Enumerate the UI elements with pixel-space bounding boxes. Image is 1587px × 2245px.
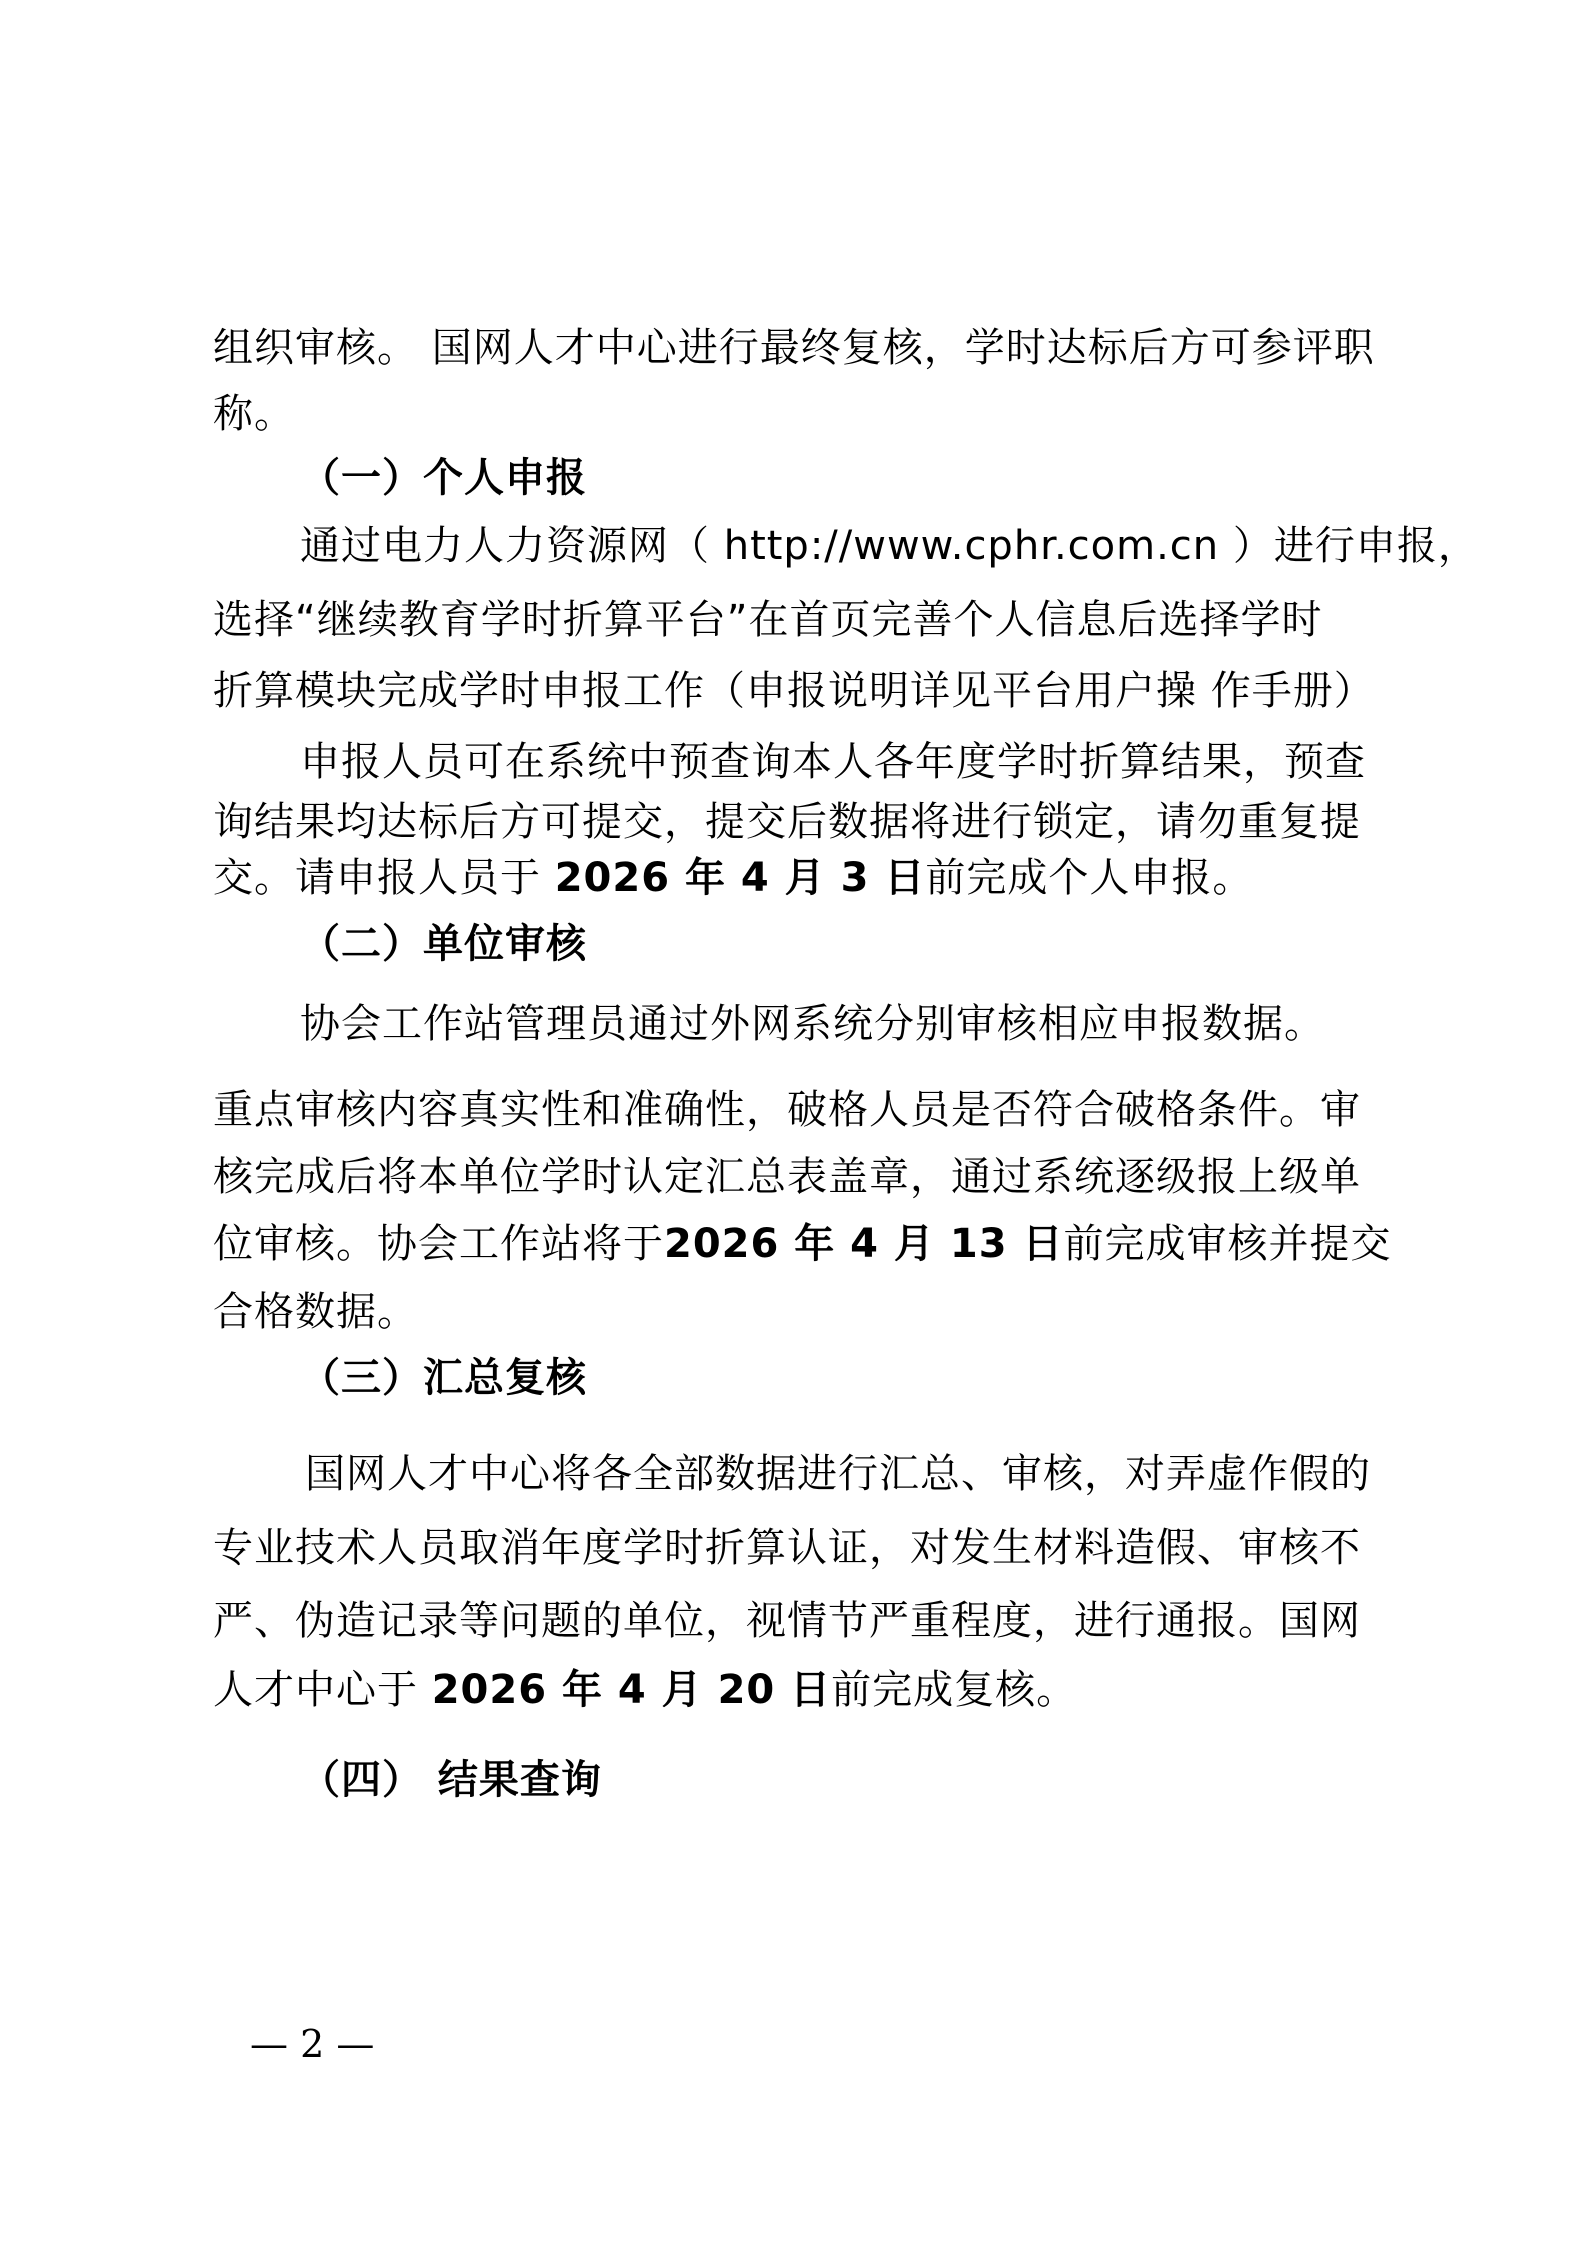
section3-heading: （三）汇总复核 — [300, 1355, 587, 1401]
section1-heading: （一）个人申报 — [300, 455, 587, 501]
section3-p1-line4-start: 人才中心于 — [213, 1667, 432, 1713]
section1-p2-line2: 询结果均达标后方可提交，提交后数据将进行锁定，请勿重复提 — [213, 799, 1361, 845]
section1-p2-line3-end: 前完成个人申报。 — [925, 855, 1254, 901]
section3-p1-line4 — [213, 1664, 1077, 1716]
section2-p1-line4-start: 位审核。协会工作站将于 — [213, 1221, 664, 1267]
section3-p1-line1: 国网人才中心将各全部数据进行汇总、审核，对弄虚作假的 — [305, 1451, 1371, 1497]
section2-p1-line3: 核完成后将本单位学时认定汇总表盖章，通过系统逐级报上级单 — [213, 1154, 1361, 1200]
para0-line1: 组织审核。 国网人才中心进行最终复核，学时达标后方可参评职 — [213, 325, 1375, 371]
section1-p1-line1: 通过电力人力资源网（ http://www.cphr.com.cn ）进行申报， — [300, 523, 1479, 569]
section3-p1-line2: 专业技术人员取消年度学时折算认证，对发生材料造假、审核不 — [213, 1525, 1361, 1571]
section2-p1-line1: 协会工作站管理员通过外网系统分别审核相应申报数据。 — [300, 1001, 1325, 1047]
section3-p1-line3: 严、伪造记录等问题的单位，视情节严重程度，进行通报。国网 — [213, 1598, 1361, 1644]
page-number: — 2 — — [250, 2022, 375, 2066]
section4-heading: （四） 结果查询 — [300, 1757, 602, 1803]
deadline-date-2: 2026 年 4 月 13 日 — [664, 1221, 1064, 1267]
section1-p1-line2: 选择“继续教育学时折算平台”在首页完善个人信息后选择学时 — [213, 597, 1323, 643]
section1-p2-line3-start: 交。请申报人员于 — [213, 855, 555, 901]
section2-p1-line5: 合格数据。 — [213, 1289, 418, 1335]
section3-p1-line4-end: 前完成复核。 — [831, 1667, 1078, 1713]
section2-heading: （二）单位审核 — [300, 921, 587, 967]
section1-p2-line3 — [213, 852, 1253, 904]
section2-p1-line4-end: 前完成审核并提交 — [1063, 1221, 1392, 1267]
deadline-date-3: 2026 年 4 月 20 日 — [431, 1667, 832, 1713]
section2-p1-line2: 重点审核内容真实性和准确性，破格人员是否符合破格条件。审 — [213, 1087, 1361, 1133]
para0-line2: 称。 — [213, 391, 295, 437]
deadline-date-1: 2026 年 4 月 3 日 — [554, 855, 926, 901]
section1-p1-line3: 折算模块完成学时申报工作（申报说明详见平台用户操 作手册） — [213, 668, 1375, 714]
section2-p1-line4 — [213, 1218, 1391, 1270]
section1-p2-line1: 申报人员可在系统中预查询本人各年度学时折算结果，预查 — [300, 739, 1366, 785]
